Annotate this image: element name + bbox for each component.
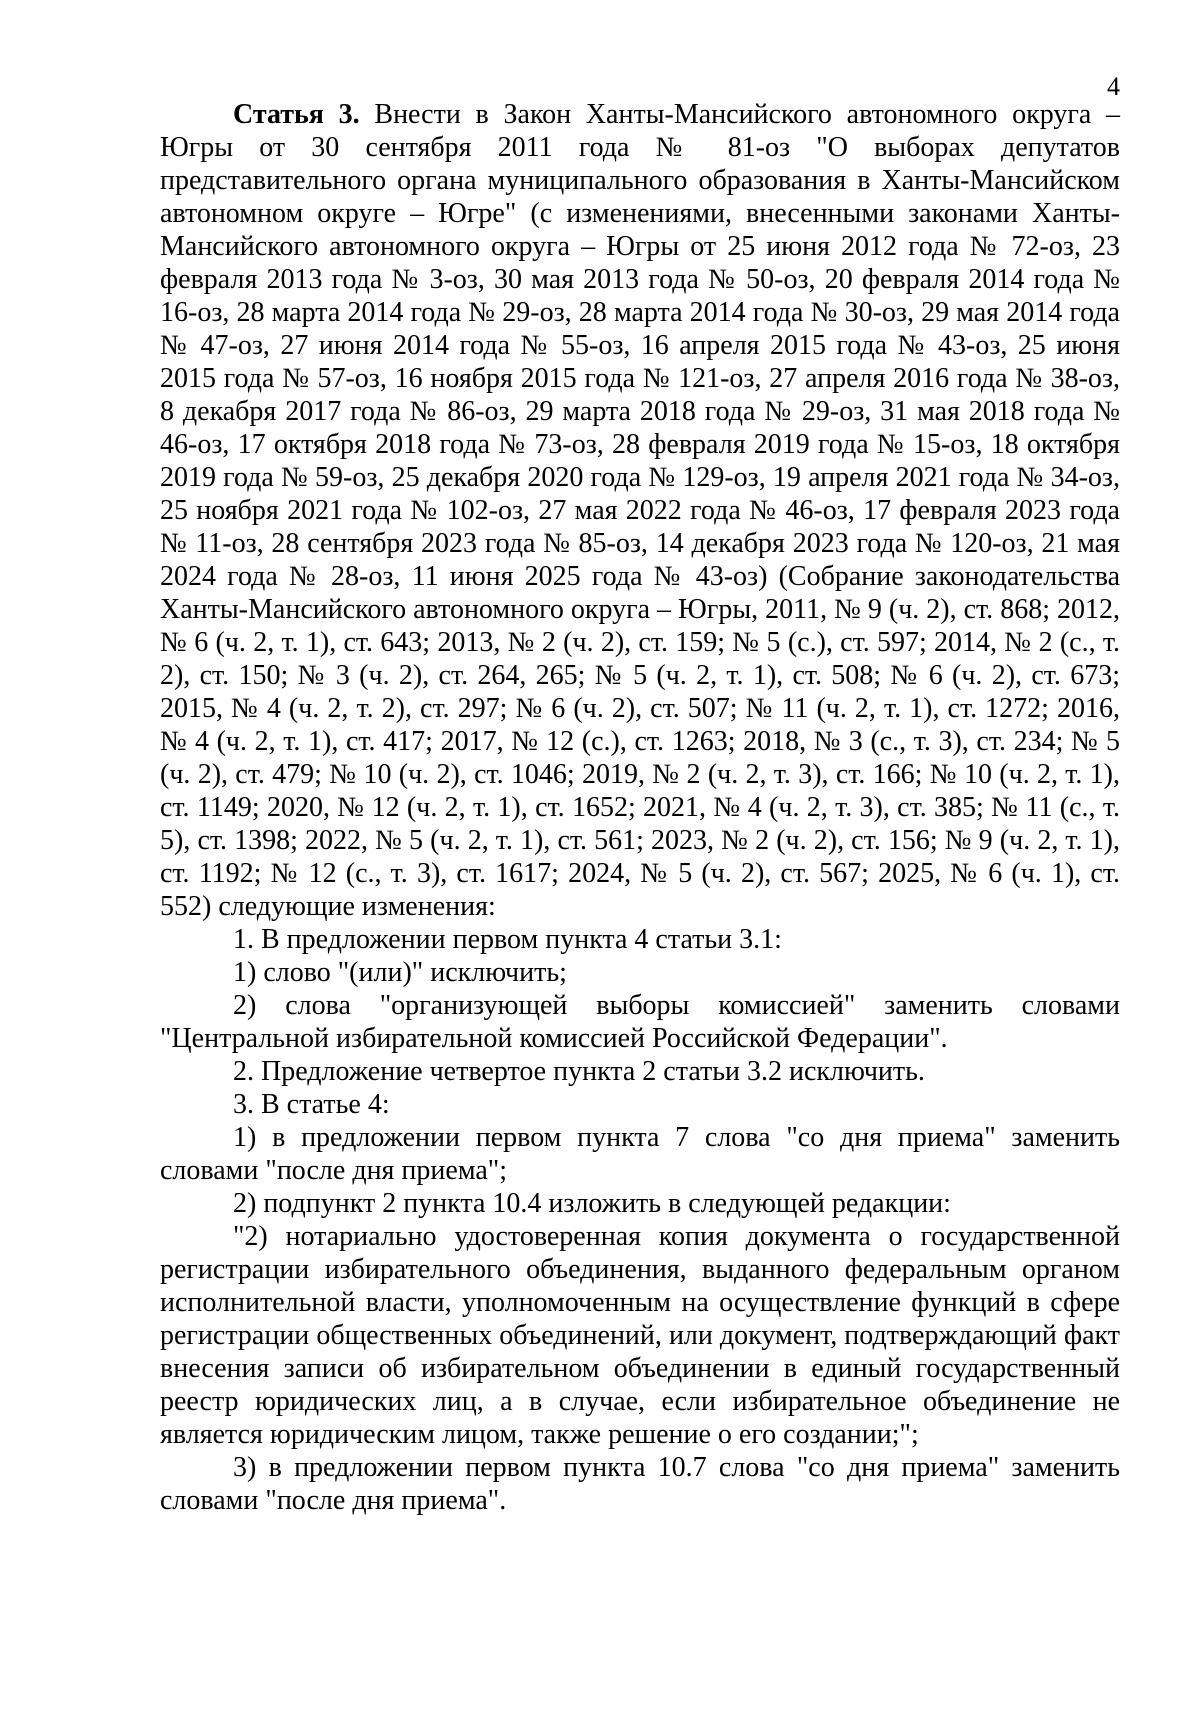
paragraph-item-1-2: 2) слова "организующей выборы комиссией" заменить словами "Центральной избирательной комиссией Российской Федерации".	[160, 990, 1120, 1054]
paragraph-item-1: 1. В предложении первом пункта 4 статьи 3.1:	[233, 924, 782, 955]
paragraph-item-3-3: 3) в предложении первом пункта 10.7 слова "со дня приема" заменить словами "после дня приема".	[160, 1452, 1120, 1516]
paragraph-item-3-2: 2) подпункт 2 пункта 10.4 изложить в следующей редакции:	[233, 1188, 951, 1219]
document-body	[160, 98, 1120, 1517]
article-3-paragraph	[160, 98, 1120, 923]
paragraph-item-3: 3. В статье 4:	[233, 1089, 390, 1120]
paragraph-item-2: 2. Предложение четвертое пункта 2 статьи 3.2 исключить.	[233, 1056, 925, 1087]
paragraph-item-3-1: 1) в предложении первом пункта 7 слова "со дня приема" заменить словами "после дня приема";	[160, 1122, 1120, 1186]
paragraph-item-1-1: 1) слово "(или)" исключить;	[233, 957, 567, 988]
page-number: 4	[1107, 72, 1120, 101]
paragraph-quoted-subitem-2: "2) нотариально удостоверенная копия документа о государственной регистрации избирательного объединения, выданного федеральным органом исполнительной власти, уполномоченным на осуществление функций в сфере регистрации общественных объединений, или документ, подтверждающий факт внесения записи об избирательном объединении в единый государственный реестр юридических лиц, а в случае, если избирательное объединение не является юридическим лицом, также решение о его создании;";	[160, 1221, 1120, 1450]
article-text: Внести в Закон Ханты-Мансийского автономного округа – Югры от 30 сентября 2011 года № 81-оз "О выборах депутатов представительного органа муниципального образования в Ханты-Мансийском автономном округе – Югре" (с изменениями, внесенными законами Ханты-Мансийского автономного округа – Югры от 25 июня 2012 года № 72-оз, 23 февраля 2013 года № 3-оз, 30 мая 2013 года № 50-оз, 20 февраля 2014 года № 16-оз, 28 марта 2014 года № 29-оз, 28 марта 2014 года № 30-оз, 29 мая 2014 года № 47-оз, 27 июня 2014 года № 55-оз, 16 апреля 2015 года № 43-оз, 25 июня 2015 года № 57-оз, 16 ноября 2015 года № 121-оз, 27 апреля 2016 года № 38-оз, 8 декабря 2017 года № 86-оз, 29 марта 2018 года № 29-оз, 31 мая 2018 года № 46-оз, 17 октября 2018 года № 73-оз, 28 февраля 2019 года № 15-оз, 18 октября 2019 года № 59-оз, 25 декабря 2020 года № 129-оз, 19 апреля 2021 года № 34-оз, 25 ноября 2021 года № 102-оз, 27 мая 2022 года № 46-оз, 17 февраля 2023 года № 11-оз, 28 сентября 2023 года № 85-оз, 14 декабря 2023 года № 120-оз, 21 мая 2024 года № 28-оз, 11 июня 2025 года № 43-оз) (Собрание законодательства Ханты-Мансийского автономного округа – Югры, 2011, № 9 (ч. 2), ст. 868; 2012, № 6 (ч. 2, т. 1), ст. 643; 2013, № 2 (ч. 2), ст. 159; № 5 (с.), ст. 597; 2014, № 2 (с., т. 2), ст. 150; № 3 (ч. 2), ст. 264, 265; № 5 (ч. 2, т. 1), ст. 508; № 6 (ч. 2), ст. 673; 2015, № 4 (ч. 2, т. 2), ст. 297; № 6 (ч. 2), ст. 507; № 11 (ч. 2, т. 1), ст. 1272; 2016, № 4 (ч. 2, т. 1), ст. 417; 2017, № 12 (с.), ст. 1263; 2018, № 3 (с., т. 3), ст. 234; № 5 (ч. 2), ст. 479; № 10 (ч. 2), ст. 1046; 2019, № 2 (ч. 2, т. 3), ст. 166; № 10 (ч. 2, т. 1), ст. 1149; 2020, № 12 (ч. 2, т. 1), ст. 1652; 2021, № 4 (ч. 2, т. 3), ст. 385; № 11 (с., т. 5), ст. 1398; 2022, № 5 (ч. 2, т. 1), ст. 561; 2023, № 2 (ч. 2), ст. 156; № 9 (ч. 2, т. 1), ст. 1192; № 12 (с., т. 3), ст. 1617; 2024, № 5 (ч. 2), ст. 567; 2025, № 6 (ч. 1), ст. 552) следующие изменения:	[160, 99, 1121, 922]
article-heading: Статья 3.	[233, 99, 360, 130]
